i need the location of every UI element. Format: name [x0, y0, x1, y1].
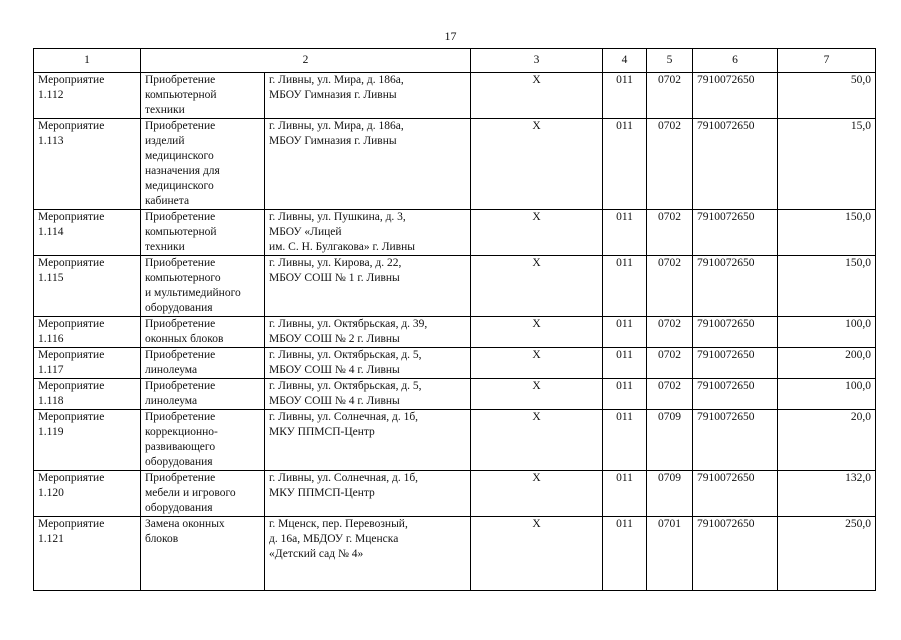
name-cell: Приобретение коррекционно- развивающего оборудования: [141, 410, 265, 471]
mark-cell: Х: [471, 210, 603, 256]
address-cell: г. Ливны, ул. Октябрьская, д. 39, МБОУ СОШ № 2 г. Ливны: [265, 317, 471, 348]
event-cell: Мероприятие 1.119: [34, 410, 141, 471]
section-cell: 0702: [647, 119, 693, 210]
amount-cell: 20,0: [778, 410, 876, 471]
header-cell-3: 3: [471, 49, 603, 73]
amount-cell: 150,0: [778, 256, 876, 317]
name-cell: Замена оконных блоков: [141, 517, 265, 591]
target-article-cell: 7910072650: [693, 256, 778, 317]
target-article-cell: 7910072650: [693, 379, 778, 410]
address-cell: г. Ливны, ул. Кирова, д. 22, МБОУ СОШ № 1 г. Ливны: [265, 256, 471, 317]
address-cell: г. Мценск, пер. Перевозный, д. 16а, МБДОУ г. Мценска «Детский сад № 4»: [265, 517, 471, 591]
event-cell: Мероприятие 1.115: [34, 256, 141, 317]
address-cell: г. Ливны, ул. Мира, д. 186а, МБОУ Гимназия г. Ливны: [265, 73, 471, 119]
mark-cell: Х: [471, 119, 603, 210]
budget-table: [33, 48, 876, 591]
code-cell: 011: [603, 471, 647, 517]
header-cell-6: 6: [693, 49, 778, 73]
code-cell: 011: [603, 379, 647, 410]
header-cell-1: 1: [34, 49, 141, 73]
event-cell: Мероприятие 1.114: [34, 210, 141, 256]
section-cell: 0702: [647, 73, 693, 119]
code-cell: 011: [603, 348, 647, 379]
mark-cell: Х: [471, 73, 603, 119]
header-cell-7: 7: [778, 49, 876, 73]
event-cell: Мероприятие 1.113: [34, 119, 141, 210]
code-cell: 011: [603, 317, 647, 348]
code-cell: 011: [603, 210, 647, 256]
amount-cell: 15,0: [778, 119, 876, 210]
name-cell: Приобретение линолеума: [141, 348, 265, 379]
mark-cell: Х: [471, 348, 603, 379]
section-cell: 0709: [647, 471, 693, 517]
target-article-cell: 7910072650: [693, 119, 778, 210]
header-cell-2: 2: [141, 49, 471, 73]
name-cell: Приобретение компьютерного и мультимедийного оборудования: [141, 256, 265, 317]
amount-cell: 50,0: [778, 73, 876, 119]
event-cell: Мероприятие 1.116: [34, 317, 141, 348]
table-row: [34, 256, 876, 317]
section-cell: 0709: [647, 410, 693, 471]
code-cell: 011: [603, 256, 647, 317]
section-cell: 0702: [647, 348, 693, 379]
table-row: [34, 471, 876, 517]
code-cell: 011: [603, 119, 647, 210]
table-row: [34, 410, 876, 471]
mark-cell: Х: [471, 410, 603, 471]
target-article-cell: 7910072650: [693, 517, 778, 591]
amount-cell: 100,0: [778, 379, 876, 410]
table-header: [34, 49, 876, 73]
address-cell: г. Ливны, ул. Солнечная, д. 1б, МКУ ППМСП-Центр: [265, 471, 471, 517]
header-cell-4: 4: [603, 49, 647, 73]
name-cell: Приобретение линолеума: [141, 379, 265, 410]
amount-cell: 250,0: [778, 517, 876, 591]
mark-cell: Х: [471, 517, 603, 591]
name-cell: Приобретение оконных блоков: [141, 317, 265, 348]
table-row: [34, 119, 876, 210]
address-cell: г. Ливны, ул. Октябрьская, д. 5, МБОУ СОШ № 4 г. Ливны: [265, 379, 471, 410]
address-cell: г. Ливны, ул. Солнечная, д. 1б, МКУ ППМСП-Центр: [265, 410, 471, 471]
section-cell: 0702: [647, 317, 693, 348]
amount-cell: 100,0: [778, 317, 876, 348]
section-cell: 0702: [647, 379, 693, 410]
table-row: [34, 210, 876, 256]
section-cell: 0702: [647, 210, 693, 256]
target-article-cell: 7910072650: [693, 471, 778, 517]
event-cell: Мероприятие 1.112: [34, 73, 141, 119]
target-article-cell: 7910072650: [693, 210, 778, 256]
address-cell: г. Ливны, ул. Октябрьская, д. 5, МБОУ СОШ № 4 г. Ливны: [265, 348, 471, 379]
name-cell: Приобретение мебели и игрового оборудования: [141, 471, 265, 517]
event-cell: Мероприятие 1.121: [34, 517, 141, 591]
target-article-cell: 7910072650: [693, 317, 778, 348]
code-cell: 011: [603, 73, 647, 119]
target-article-cell: 7910072650: [693, 348, 778, 379]
name-cell: Приобретение изделий медицинского назначения для медицинского кабинета: [141, 119, 265, 210]
mark-cell: Х: [471, 317, 603, 348]
section-cell: 0702: [647, 256, 693, 317]
table-row: [34, 73, 876, 119]
table-body: [34, 73, 876, 591]
table-row: [34, 348, 876, 379]
event-cell: Мероприятие 1.118: [34, 379, 141, 410]
mark-cell: Х: [471, 471, 603, 517]
amount-cell: 200,0: [778, 348, 876, 379]
table-row: [34, 379, 876, 410]
target-article-cell: 7910072650: [693, 410, 778, 471]
amount-cell: 132,0: [778, 471, 876, 517]
address-cell: г. Ливны, ул. Пушкина, д. 3, МБОУ «Лицей им. С. Н. Булгакова» г. Ливны: [265, 210, 471, 256]
mark-cell: Х: [471, 379, 603, 410]
table-row: [34, 317, 876, 348]
address-cell: г. Ливны, ул. Мира, д. 186а, МБОУ Гимназия г. Ливны: [265, 119, 471, 210]
name-cell: Приобретение компьютерной техники: [141, 210, 265, 256]
section-cell: 0701: [647, 517, 693, 591]
target-article-cell: 7910072650: [693, 73, 778, 119]
header-cell-5: 5: [647, 49, 693, 73]
mark-cell: Х: [471, 256, 603, 317]
page-number: 17: [444, 29, 457, 43]
event-cell: Мероприятие 1.120: [34, 471, 141, 517]
amount-cell: 150,0: [778, 210, 876, 256]
code-cell: 011: [603, 517, 647, 591]
table-row: [34, 517, 876, 591]
event-cell: Мероприятие 1.117: [34, 348, 141, 379]
code-cell: 011: [603, 410, 647, 471]
name-cell: Приобретение компьютерной техники: [141, 73, 265, 119]
